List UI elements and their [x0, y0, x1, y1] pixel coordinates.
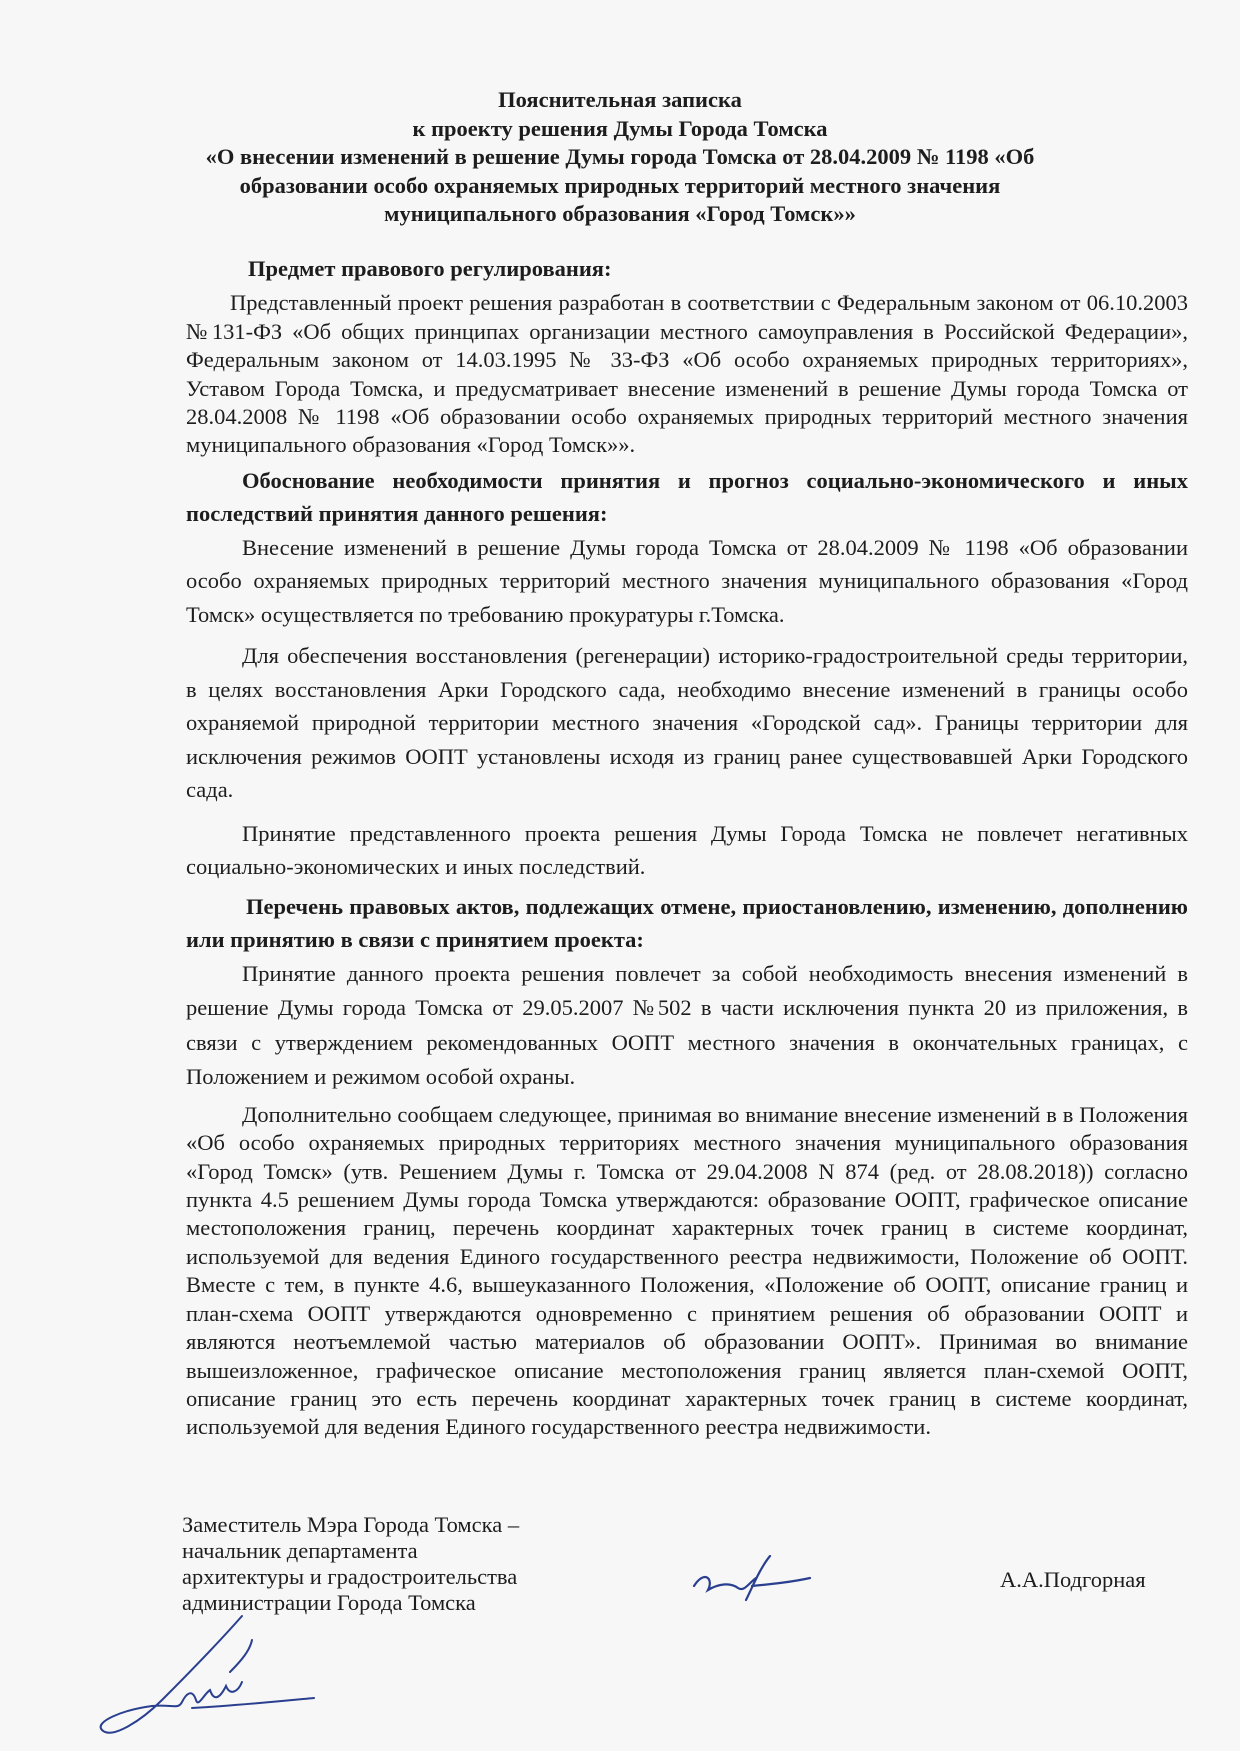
paragraph-justification-1: Внесение изменений в решение Думы города Томска от 28.04.2009 № 1198 «Об образовании особо охраняемых природных территорий местного значения муниципального образования «Город Томск» осуществляется по требованию прокуратуры г.Томска.	[186, 534, 1188, 627]
section-heading-subject: Предмет правового регулирования:	[248, 256, 612, 281]
paragraph-legal-acts-1: Принятие данного проекта решения повлечет за собой необходимость внесения изменений в решение Думы города Томска от 29.05.2007 №502 в части исключения пункта 20 из приложения, в связи с утверждением рекомендованных ООПТ местного значения в окончательных границах, с Положением и режимом особой охраны.	[186, 960, 1188, 1090]
handwritten-signature-approval	[92, 1610, 322, 1750]
section-heading-legal-acts: Перечень правовых актов, подлежащих отмене, приостановлению, изменению, дополнению или принятию в связи с принятием проекта:	[186, 893, 1188, 953]
paragraph-legal-acts-2: Дополнительно сообщаем следующее, принимая во внимание внесение изменений в в Положения «Об особо охраняемых природных территориях местного значения муниципального образования «Город Томск» (утв. Решением Думы г. Томска от 29.04.2008 N 874 (ред. от 28.08.2018)) согласно пункта 4.5 решением Думы города Томска утверждаются: образование ООПТ, графическое описание местоположения границ, перечень координат характерных точек границ в системе координат, используемой для ведения Единого государственного реестра недвижимости, Положение об ООПТ. Вместе с тем, в пункте 4.6, вышеуказанного Положения, «Положение об ООПТ, описание границ и план-схема ООПТ утверждаются одновременно с принятием решения об образовании ООПТ и являются неотъемлемой частью материалов об образовании ООПТ». Принимая во внимание вышеизложенное, графическое описание местоположения границ является план-схемой ООПТ, описание границ это есть перечень координат характерных точек границ в системе координат, используемой для ведения Единого государственного реестра недвижимости.	[186, 1101, 1188, 1440]
paragraph-subject: Представленный проект решения разработан в соответствии с Федеральным законом от 06.10.2003 №131-ФЗ «Об общих принципах организации местного самоуправления в Российской Федерации», Федеральным законом от 14.03.1995 № 33-ФЗ «Об особо охраняемых природных территориях», Уставом Города Томска, и предусматривает внесение изменений в решение Думы города Томска от 28.04.2008 № 1198 «Об образовании особо охраняемых природных территорий местного значения муниципального образования «Город Томск»».	[186, 290, 1188, 458]
signatory-line-4: администрации Города Томска	[182, 1590, 476, 1615]
document-title	[200, 86, 1040, 229]
signatory-line-1: Заместитель Мэра Города Томска –	[182, 1512, 520, 1537]
signatory-name: А.А.Подгорная	[1000, 1567, 1146, 1592]
title-line-3: «О внесении изменений в решение Думы города Томска от 28.04.2009 № 1198 «Об образовании особо охраняемых природных территорий местного значения муниципального образования «Город Томск»»	[205, 144, 1035, 226]
document-body	[186, 255, 1188, 1442]
handwritten-signature-main	[686, 1548, 816, 1618]
signatory-line-3: архитектуры и градостроительства	[182, 1564, 518, 1589]
signatory-position	[182, 1512, 519, 1616]
section-heading-justification: Обоснование необходимости принятия и прогноз социально-экономического и иных последствий принятия данного решения:	[186, 467, 1188, 527]
title-line-2: к проекту решения Думы Города Томска	[412, 115, 828, 141]
title-line-1: Пояснительная записка	[498, 87, 742, 112]
paragraph-justification-2: Для обеспечения восстановления (регенерации) историко-градостроительной среды территории, в целях восстановления Арки Городского сада, необходимо внесение изменений в границы особо охраняемой природной территории местного значения «Городской сад». Границы территории для исключения режимов ООПТ установлены исходя из границ ранее существовавшей Арки Городского сада.	[186, 643, 1188, 803]
paragraph-justification-3: Принятие представленного проекта решения Думы Города Томска не повлечет негативных социально-экономических и иных последствий.	[186, 820, 1188, 880]
signatory-line-2: начальник департамента	[182, 1538, 418, 1563]
